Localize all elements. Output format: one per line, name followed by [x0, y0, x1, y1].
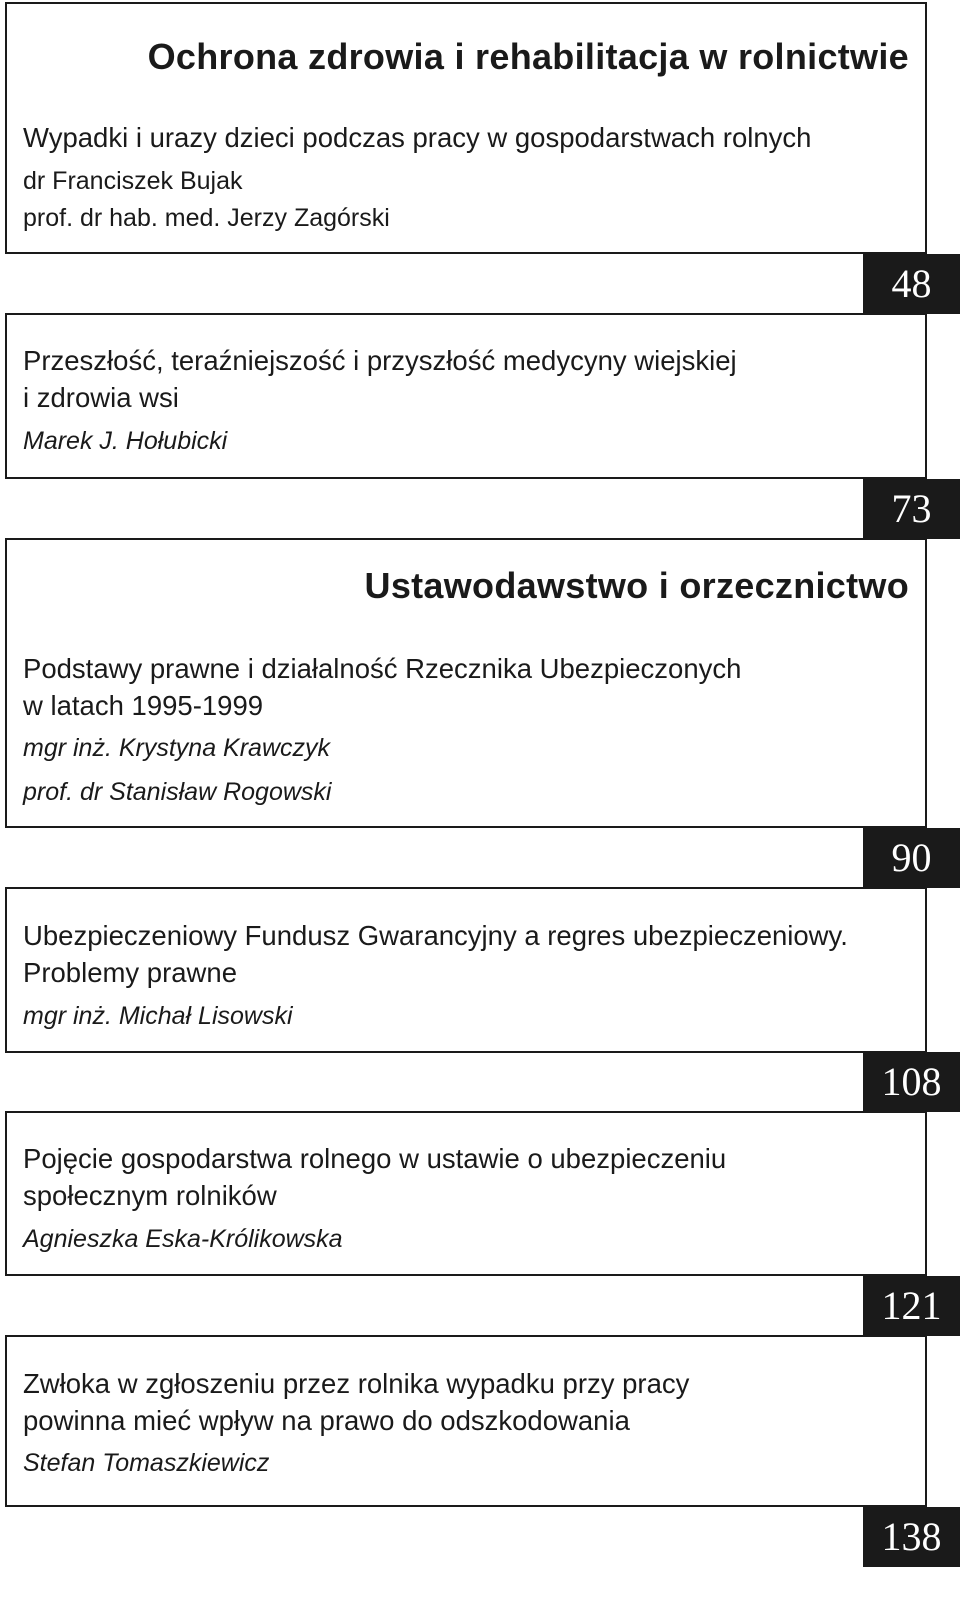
entry-title: Wypadki i urazy dzieci podczas pracy w gospodarstwach rolnych	[23, 122, 812, 153]
entry-author: Marek J. Hołubicki	[23, 427, 228, 455]
entry-title: i zdrowia wsi	[23, 382, 179, 413]
toc-entry	[5, 1111, 927, 1276]
entry-title: powinna mieć wpływ na prawo do odszkodowania	[23, 1405, 630, 1436]
page-number: 121	[863, 1276, 960, 1336]
page-number: 138	[863, 1507, 960, 1567]
toc-entry	[5, 313, 927, 479]
page-number: 73	[863, 479, 960, 539]
page-number: 48	[863, 254, 960, 314]
entry-author: mgr inż. Krystyna Krawczyk	[23, 734, 331, 762]
toc-entry	[5, 538, 927, 828]
entry-author: prof. dr hab. med. Jerzy Zagórski	[23, 204, 390, 232]
toc-entry	[5, 2, 927, 254]
entry-title: Problemy prawne	[23, 957, 237, 988]
page-number: 90	[863, 828, 960, 888]
section-title: Ustawodawstwo i orzecznictwo	[364, 565, 909, 606]
entry-author: prof. dr Stanisław Rogowski	[23, 778, 332, 806]
entry-title: Przeszłość, teraźniejszość i przyszłość medycyny wiejskiej	[23, 345, 737, 376]
entry-title: społecznym rolników	[23, 1180, 277, 1211]
entry-title: Pojęcie gospodarstwa rolnego w ustawie o ubezpieczeniu	[23, 1143, 727, 1174]
entry-author: Agnieszka Eska-Królikowska	[23, 1225, 343, 1253]
entry-author: dr Franciszek Bujak	[23, 167, 243, 195]
entry-title: Podstawy prawne i działalność Rzecznika Ubezpieczonych	[23, 653, 742, 684]
toc-entry	[5, 1335, 927, 1507]
entry-author: Stefan Tomaszkiewicz	[23, 1449, 270, 1477]
toc-entry	[5, 887, 927, 1053]
entry-author: mgr inż. Michał Lisowski	[23, 1002, 293, 1030]
entry-title: w latach 1995-1999	[23, 690, 264, 721]
page-number: 108	[863, 1052, 960, 1112]
entry-title: Zwłoka w zgłoszeniu przez rolnika wypadku przy pracy	[23, 1368, 690, 1399]
entry-title: Ubezpieczeniowy Fundusz Gwarancyjny a regres ubezpieczeniowy.	[23, 920, 848, 951]
section-title: Ochrona zdrowia i rehabilitacja w rolnictwie	[147, 36, 909, 77]
